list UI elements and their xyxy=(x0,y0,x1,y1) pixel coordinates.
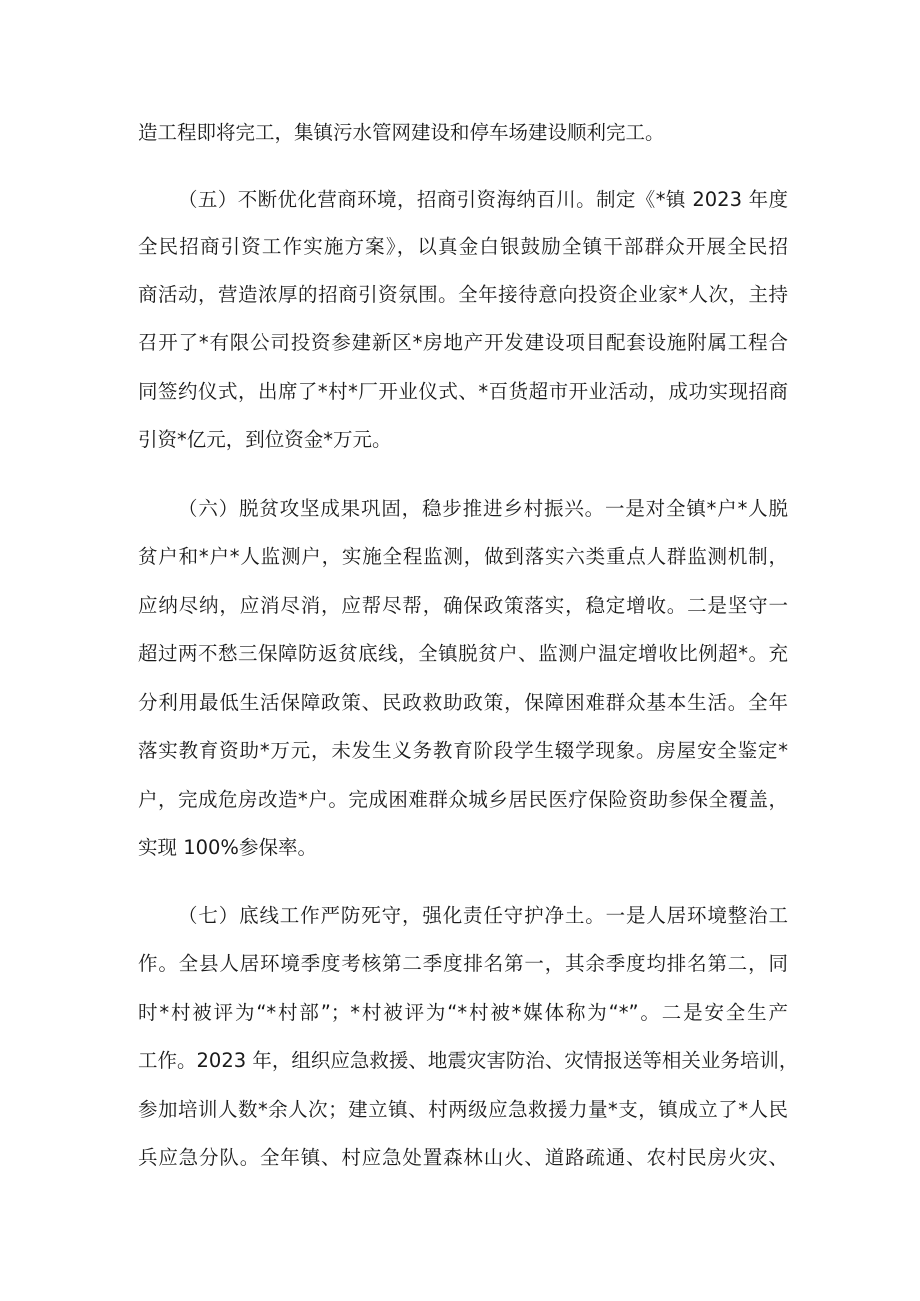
text-line: 实现 100%参保率。 xyxy=(138,836,317,859)
text-line: 同签约仪式，出席了*村*厂开业仪式、*百货超市开业活动，成功实现招商 xyxy=(138,380,788,403)
text-line: 分利用最低生活保障政策、民政救助政策，保障困难群众基本生活。全年 xyxy=(138,691,788,714)
text-line: 时*村被评为“*村部”；*村被评为“*村被*媒体称为“*”。二是安全生产 xyxy=(138,1001,788,1024)
text-line: 贫户和*户*人监测户，实施全程监测，做到落实六类重点人群监测机制， xyxy=(138,545,788,568)
text-line: 商活动，营造浓厚的招商引资氛围。全年接待意向投资企业家*人次，主持 xyxy=(138,283,788,306)
text-line: 户，完成危房改造*户。完成困难群众城乡居民医疗保险资助参保全覆盖， xyxy=(138,788,788,811)
text-line: 造工程即将完工，集镇污水管网建设和停车场建设顺利完工。 xyxy=(138,121,665,144)
text-line: 兵应急分队。全年镇、村应急处置森林山火、道路疏通、农村民房火灾、 xyxy=(138,1146,788,1169)
text-line: 落实教育资助*万元，未发生义务教育阶段学生辍学现象。房屋安全鉴定* xyxy=(138,739,788,762)
text-line: 召开了*有限公司投资参建新区*房地产开发建设项目配套设施附属工程合 xyxy=(138,331,788,354)
paragraph-heading-line: （七）底线工作严防死守，强化责任守护净土。一是人居环境整治工 xyxy=(178,904,788,927)
text-line: 参加培训人数*余人次；建立镇、村两级应急救援力量*支，镇成立了*人民 xyxy=(138,1098,788,1121)
paragraph-heading-line: （六）脱贫攻坚成果巩固，稳步推进乡村振兴。一是对全镇*户*人脱 xyxy=(178,497,788,520)
text-line: 全民招商引资工作实施方案》，以真金白银鼓励全镇干部群众开展全民招 xyxy=(138,235,788,258)
text-line: 工作。2023 年，组织应急救援、地震灾害防治、灾情报送等相关业务培训， xyxy=(138,1049,799,1072)
text-line: 超过两不愁三保障防返贫底线，全镇脱贫户、监测户温定增收比例超*。充 xyxy=(138,642,788,665)
text-line: 应纳尽纳，应消尽消，应帮尽帮，确保政策落实，稳定增收。二是坚守一 xyxy=(138,594,788,617)
paragraph-heading-line: （五）不断优化营商环境，招商引资海纳百川。制定《*镇 2023 年度 xyxy=(178,188,788,211)
text-line: 引资*亿元，到位资金*万元。 xyxy=(138,428,392,451)
text-line: 作。全县人居环境季度考核第二季度排名第一，其余季度均排名第二，同 xyxy=(138,952,788,975)
